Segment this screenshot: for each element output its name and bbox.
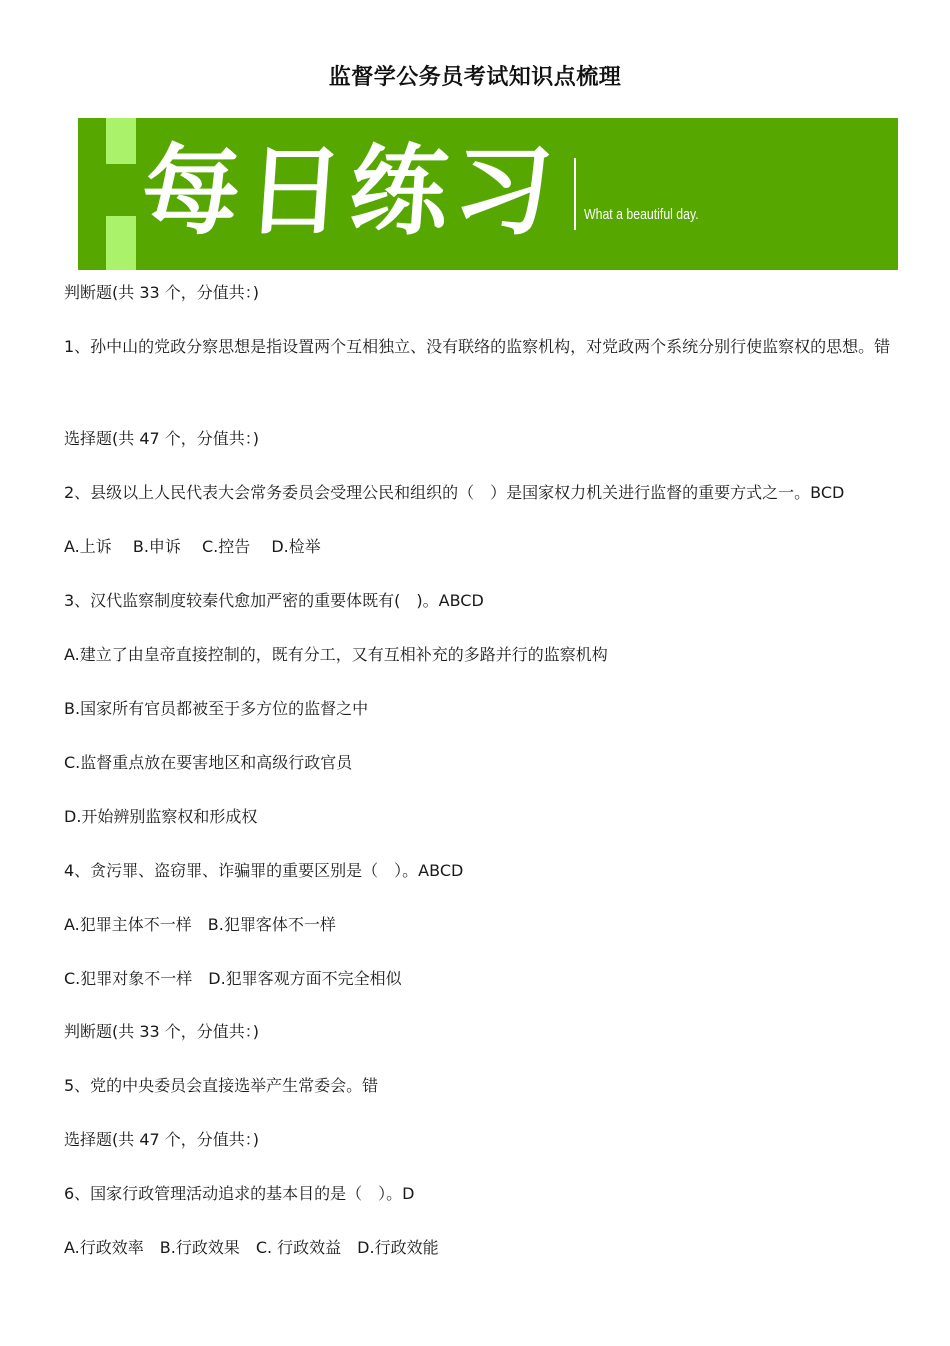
question-1: 1、孙中山的党政分察思想是指设置两个互相独立、没有联络的监察机构，对党政两个系统分别行使监察权的思想。错 — [64, 337, 891, 356]
banner-divider — [574, 158, 576, 230]
section-heading-true-false-2: 判断题(共 33 个，分值共：) — [64, 1022, 260, 1041]
question-3-option-c: C.监督重点放在要害地区和高级行政官员 — [64, 753, 353, 772]
section-heading-multiple-choice: 选择题(共 47 个，分值共：) — [64, 429, 260, 448]
question-4: 4、贪污罪、盗窃罪、诈骗罪的重要区别是（ ）。ABCD — [64, 861, 464, 880]
section-heading-true-false: 判断题(共 33 个，分值共：) — [64, 283, 260, 302]
daily-practice-banner — [78, 118, 898, 270]
question-4-options-cd: C.犯罪对象不一样 D.犯罪客观方面不完全相似 — [64, 969, 402, 988]
question-6: 6、国家行政管理活动追求的基本目的是（ ）。D — [64, 1184, 415, 1203]
section-heading-multiple-choice-2: 选择题(共 47 个，分值共：) — [64, 1130, 260, 1149]
banner-stripe-top — [106, 118, 136, 164]
question-3-option-d: D.开始辨别监察权和形成权 — [64, 807, 258, 826]
question-2: 2、县级以上人民代表大会常务委员会受理公民和组织的（ ）是国家权力机关进行监督的重要方式之一。BCD — [64, 483, 845, 502]
question-3-option-a: A.建立了由皇帝直接控制的，既有分工，又有互相补充的多路并行的监察机构 — [64, 645, 608, 664]
banner-main-text: 每日练习 — [138, 134, 563, 249]
question-3-option-b: B.国家所有官员都被至于多方位的监督之中 — [64, 699, 369, 718]
question-4-options-ab: A.犯罪主体不一样 B.犯罪客体不一样 — [64, 915, 336, 934]
banner-tagline: What a beautiful day. — [584, 206, 699, 223]
page-title: 监督学公务员考试知识点梳理 — [328, 65, 622, 90]
banner-stripe-bottom — [106, 216, 136, 270]
question-3: 3、汉代监察制度较秦代愈加严密的重要体既有( )。ABCD — [64, 591, 484, 610]
question-6-options: A.行政效率 B.行政效果 C. 行政效益 D.行政效能 — [64, 1238, 439, 1257]
question-2-options: A.上诉 B.申诉 C.控告 D.检举 — [64, 537, 321, 556]
question-5: 5、党的中央委员会直接选举产生常委会。错 — [64, 1076, 379, 1095]
